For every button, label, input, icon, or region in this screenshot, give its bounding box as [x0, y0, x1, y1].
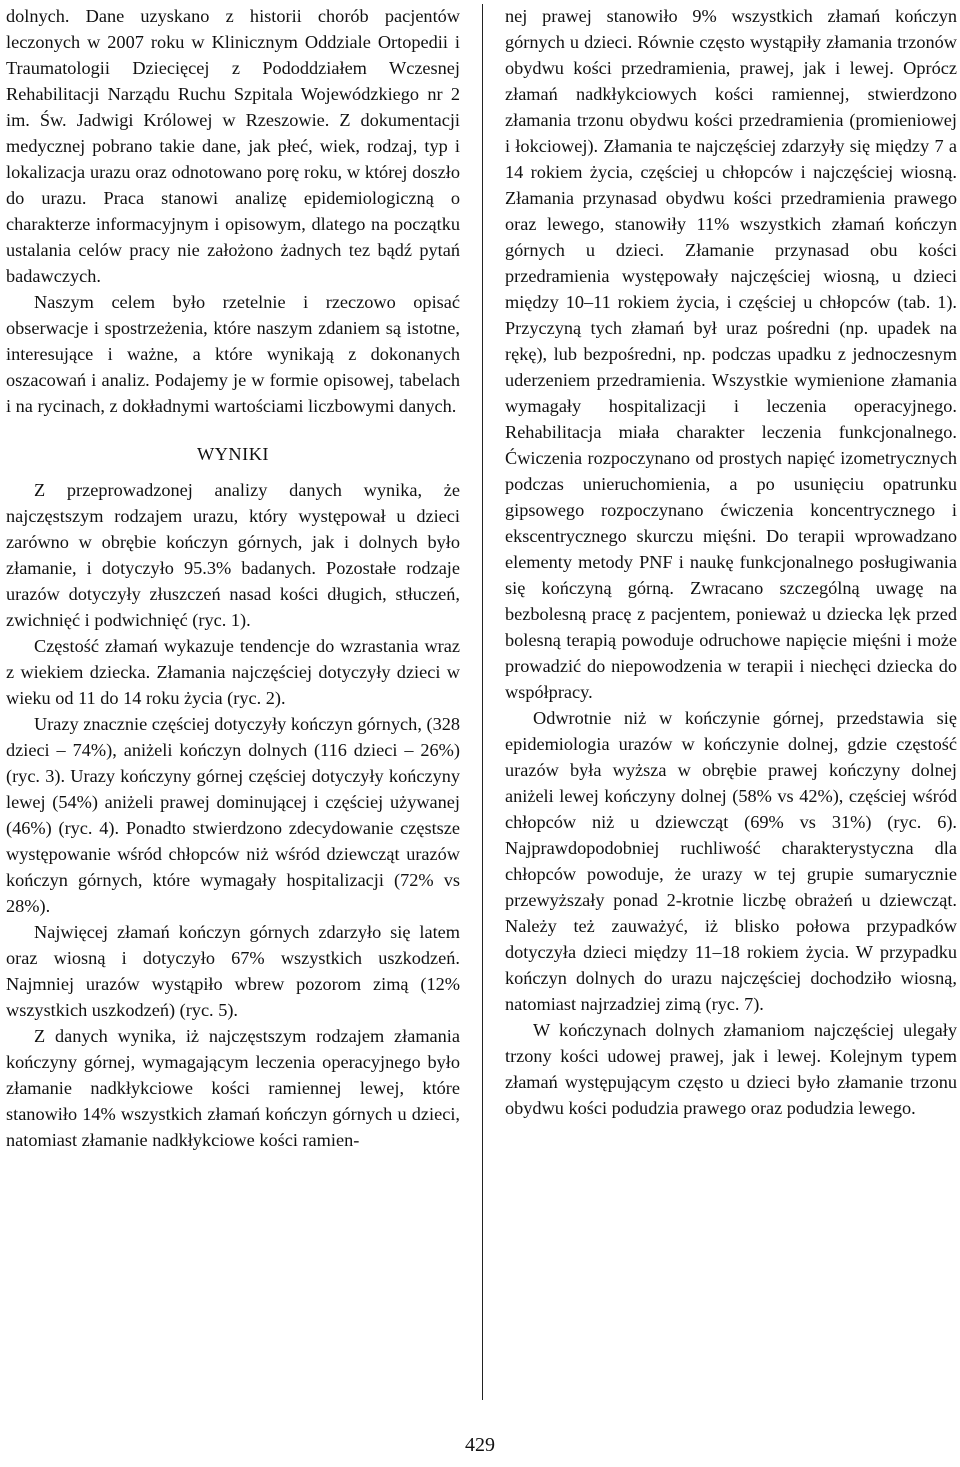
paragraph-aim: Naszym celem było rzetelnie i rzeczowo opisać obserwacje i spostrzeżenia, które naszym zdaniem są istotne, interesujące i ważne, a które wynikają z dokonanych oszacowań i analiz. Podajemy je w formie opisowej, tabelach i na rycinach, z dokładnymi wartościami liczbowymi danych.: [6, 292, 460, 416]
paragraph-results-injury-types: Z przeprowadzonej analizy danych wynika, że najczęstszym rodzajem urazu, który występował u dzieci zarówno w obrębie kończyn górnych, jak i dolnych było złamanie, i dotyczyło 95.3% badanych. Pozostałe rodzaje urazów dotyczyły złuszczeń nasad kości długich, stłuczeń, zwichnięć i podwichnięć (ryc. 1).: [6, 480, 460, 630]
paragraph-results-age: Częstość złamań wykazuje tendencje do wzrastania wraz z wiekiem dziecka. Złamania najczęściej dotyczyły dzieci w wieku od 11 do 14 roku życia (ryc. 2).: [6, 636, 460, 708]
left-column: [6, 3, 460, 1153]
page-number: 429: [465, 1434, 495, 1456]
paragraph-methods: dolnych. Dane uzyskano z historii chorób pacjentów leczonych w 2007 roku w Klinicznym Oddziale Ortopedii i Traumatologii Dziecięcej z Pododdziałem Wczesnej Rehabilitacji Narządu Ruchu Szpitala Wojewódzkiego nr 2 im. Św. Jadwigi Królowej w Rzeszowie. Z dokumentacji medycznej pobrano takie dane, jak płeć, wiek, rodzaj, typ i lokalizacja urazu oraz odnotowano porę roku, w której doszło do urazu. Praca stanowi analizę epidemiologiczną o charakterze informacyjnym i opisowym, dlatego na początku ustalania celów pracy nie założono żadnych tez bądź pytań badawczych.: [6, 6, 460, 286]
column-divider: [482, 4, 483, 1400]
paragraph-results-limbs: Urazy znacznie częściej dotyczyły kończyn górnych, (328 dzieci – 74%), aniżeli kończyn dolnych (116 dzieci – 26%) (ryc. 3). Urazy kończyny górnej częściej dotyczyły kończyny lewej (54%) aniżeli prawej dominującej i częściej używanej (46%) (ryc. 4). Ponadto stwierdzono zdecydowanie częstsze występowanie wśród chłopców niż wśród dziewcząt urazów kończyn górnych, które wymagały hospitalizacji (72% vs 28%).: [6, 714, 460, 916]
paragraph-results-season: Najwięcej złamań kończyn górnych zdarzyło się latem oraz wiosną i dotyczyło 67% wszystkich uszkodzeń. Najmniej urazów wystąpiło wbrew pozorom zimą (12% wszystkich uszkodzeń) (ryc. 5).: [6, 922, 460, 1020]
paragraph-results-fracture-type: Z danych wynika, iż najczęstszym rodzajem złamania kończyny górnej, wymagającym leczenia operacyjnego było złamanie nadkłykciowe kości ramiennej lewej, które stanowiło 14% wszystkich złamań kończyn górnych u dzieci, natomiast złamanie nadkłykciowe kości ramien-: [6, 1026, 460, 1150]
paragraph-lower-limb-epidemiology: Odwrotnie niż w kończynie górnej, przedstawia się epidemiologia urazów w kończynie dolnej, gdzie częstość urazów była wyższa w obrębie prawej kończyny dolnej aniżeli lewej kończyny dolnej (58% vs 42%), częściej wśród chłopców niż u dziewcząt (69% vs 31%) (ryc. 6). Najprawdopodobniej ruchliwość charakterystyczna dla chłopców powoduje, że urazy w tej grupie sumarycznie przewyższały ponad 2-krotnie liczbę obrażeń u dziewcząt. Należy też zauważyć, iż blisko połowa przypadków dotyczyła dzieci między 11–18 rokiem życia. W przypadku kończyn dolnych do urazu najczęściej dochodziło wiosną, natomiast najrzadziej zimą (ryc. 7).: [505, 708, 957, 1014]
paragraph-lower-limb-fractures: W kończynach dolnych złamaniom najczęściej ulegały trzony kości udowej prawej, jak i lewej. Kolejnym typem złamań występującym często u dzieci było złamanie trzonu obydwu kości podudzia prawego oraz podudzia lewego.: [505, 1020, 957, 1118]
section-heading-results: WYNIKI: [196, 444, 270, 464]
paragraph-upper-limb-continued: nej prawej stanowiło 9% wszystkich złamań kończyn górnych u dzieci. Równie często wystąpiły złamania trzonów obydwu kości przedramienia, prawej, jak i lewej. Oprócz złamań nadkłykciowych kości ramiennej, stwierdzono złamania trzonu obydwu kości przedramienia (promieniowej i łokciowej). Złamania te najczęściej zdarzyły się między 7 a 14 rokiem życia, częściej u chłopców i najczęściej wiosną. Złamania przynasad obydwu kości przedramienia prawego oraz lewego, stanowiły 11% wszystkich złamań kończyn górnych u dzieci. Złamanie przynasad obu kości przedramienia występowały najczęściej wiosną, u dzieci między 10–11 rokiem życia, i częściej u chłopców (tab. 1). Przyczyną tych złamań był uraz pośredni (np. upadek na rękę), lub bezpośredni, np. podczas upadku z jednoczesnym uderzeniem przedramienia. Wszystkie wymienione złamania wymagały hospitalizacji i leczenia operacyjnego. Rehabilitacja miała charakter leczenia funkcjonalnego. Ćwiczenia rozpoczynano od prostych napięć izometrycznych podczas unieruchomienia, a po usunięciu opatrunku gipsowego rozpoczynano ćwiczenia koncentrycznego i ekscentrycznego skurczu mięśni. Do terapii wprowadzano elementy metody PNF i naukę funkcjonalnego posługiwania się kończyną górną. Zwracano szczególną uwagę na bezbolesną pracę z pacjentem, ponieważ u dziecka lęk przed bolesną terapią powoduje odruchowe napięcie mięśni i może prowadzić do niepowodzenia w terapii i niechęci dziecka do współpracy.: [505, 6, 957, 702]
right-column: [505, 3, 957, 1121]
